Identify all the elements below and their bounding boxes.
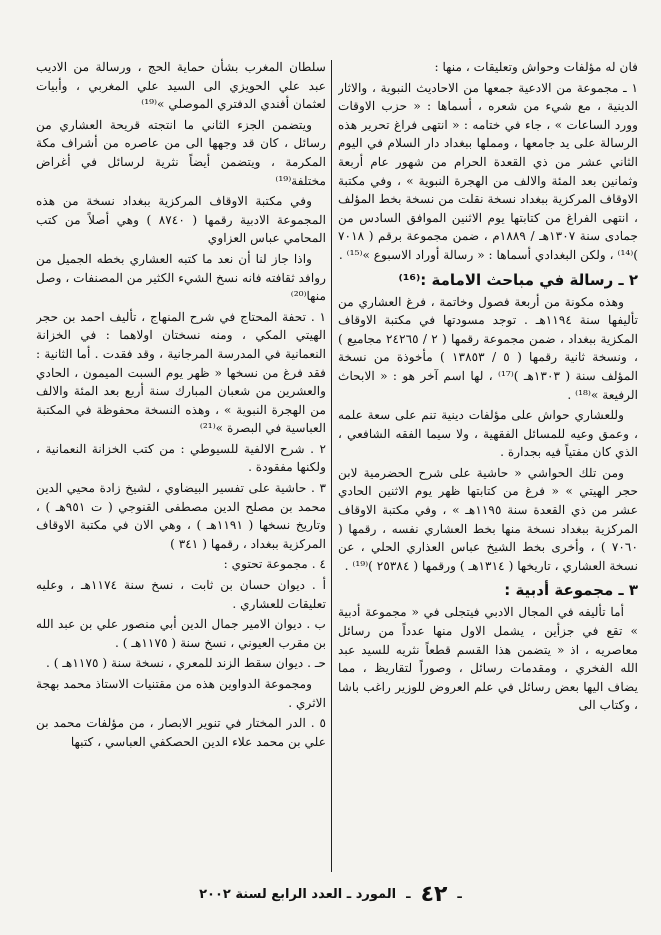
paragraph: وهذه مكونة من أربعة فصول وخاتمة ، فرغ العشاري من تأليفها سنة ١١٩٤هـ . توجد مسودتها في مكتبة الاوقاف المكزية ببغداد ، ضمن مجموعة رقمها ( ٢ / ٢٤٢٦٥ مجاميع ) ، ونسخة ثانية رقمها ( ٥ / ١٣٨٥٣ ) مأخوذة من نسخة المؤلف سنة ( ١٣٠٣هـ )⁽¹⁷⁾ ، لها اسم آخر هو : « الابحاث الرفيعة »⁽¹⁸⁾ . — [338, 294, 638, 402]
list-item: حـ . ديوان سقط الزند للمعري ، نسخة سنة ( ١١٧٥هـ ) . — [45, 656, 326, 671]
list-item: ٤ . مجموعة تحتوي : — [223, 557, 326, 572]
journal-issue: المورد ـ العدد الرابع لسنة ٢٠٠٢ — [199, 886, 397, 902]
paragraph: ومن تلك الحواشي « حاشية على شرح الحضرمية لابن حجر الهيتي » « فرغ من كتابتها ظهر يوم الاثنين الحادي عشر من ذي القعدة سنة ١١٩٥هـ » ، وفي مكتبة الاوقاف المركزية ببغداد نسخة منها بخط العشاري نفسه ، رقمها ( ٧٠٦٠ ) ، وأخرى بخط الشيخ عباس العذاري الحلي ، عن نسخة العشاري ، تاريخها ( ١٣١٤هـ ) ورقمها ( ٢٥٣٨٤ )⁽¹⁹⁾ . — [338, 465, 638, 573]
column-divider — [331, 60, 332, 872]
paragraph: واذا جاز لنا أن نعد ما كتبه العشاري بخطه الجميل من روافد ثقافته فانه نسخ الشيء الكثير من المصنفات ، وصل منها⁽²⁰⁾ — [36, 251, 326, 304]
paragraph: وللعشاري حواش على مؤلفات دينية تنم على سعة علمه ، وعمق وعيه للمسائل الفقهية ، ولا سيما الفقه الشافعي ، الذي كان مفتياً فيه بجدارة . — [338, 408, 638, 460]
paragraph: ويتضمن الجزء الثاني ما انتجته قريحة العشاري من رسائل ، كان قد وجهها الى من عاصره من أشراف مكة المكرمة ، ويتضمن أيضاً نثرية لرسائل في أغراض مختلفة⁽¹⁹⁾ — [36, 117, 326, 188]
section-heading: ٣ ـ مجموعة أدبية : — [504, 581, 638, 600]
page-footer — [0, 880, 661, 908]
paragraph: سلطان المغرب بشأن حماية الحج ، ورسالة من الاديب عبد علي الحويزي الى السيد علي المغربي ، وأبيات لعثمان أفندي الدفتري الموصلي »⁽¹⁹⁾ — [36, 60, 326, 112]
paragraph: فان له مؤلفات وحواش وتعليقات ، منها : — [434, 60, 638, 74]
list-item: أ . ديوان حسان بن ثابت ، نسخ سنة ١١٧٤هـ ، وعليه تعليقات للعشاري . — [36, 578, 326, 611]
footer-dash: ـ — [406, 886, 411, 902]
page-number: ٤٢ — [420, 881, 448, 907]
right-column — [338, 58, 638, 875]
list-item: ب . ديوان الامير جمال الدين أبي منصور علي بن عبد الله بن مقرب العيوني ، نسخ سنة ( ١١٧٥هـ ) . — [36, 617, 326, 650]
paragraph: أما تأليفه في المجال الادبي فيتجلى في « مجموعة أدبية » تقع في جزأين ، يشمل الاول منها عدداً من رسائل معاصريه ، اذ « يتضمن هذا القسم قطعاً نثريه للسيد عبد الله الفخري ، ومقدمات رسائل ، وصوراً لتقاريظ ، مما يضاف اليها بعض رسائل في علم العروض للوزير راغب باشا ، وكتاب الى — [338, 605, 638, 713]
paragraph: ومجموعة الدواوين هذه من مقتنيات الاستاذ محمد بهجة الاثري . — [36, 677, 326, 710]
list-item: ٣ . حاشية على تفسير البيضاوي ، لشيخ زادة محيي الدين محمد بن مصلح الدين مصطفى القنوجي ( ت ٩٥١هـ ) ، وتاريخ نسخها ( ١١٩١هـ ) ، وهي الان في مكتبة الاوقاف المركزية ببغداد ، رقمها ( ٣٤١ ) — [36, 481, 326, 551]
section-heading: ٢ ـ رسالة في مباحث الامامة :⁽¹⁶⁾ — [398, 270, 638, 289]
paragraph: وفي مكتبة الاوقاف المركزية ببغداد نسخة من هذه المجموعة الادبية رقمها ( ٨٧٤٠ ) وهي أصلاً من كتب المحامي عباس العزاوي — [36, 194, 326, 246]
footer-dash: ـ — [457, 886, 462, 902]
list-item: ١ . تحفة المحتاج في شرح المنهاج ، تأليف احمد بن حجر الهيتي المكي ، ومنه نسختان اولاهما : في الخزانة النعمانية في المدرسة المرجانية ، وقد فقدت . أما الثانية : فقد فرغ من نسخها « ظهر يوم السبت الميمون ، الحادي والعشرين من شعبان المبارك سنة أربع بعد المئة والالف من الهجرة النبوية » ، وهذه النسخة محفوظة في المكتبة العباسية في البصرة »⁽²¹⁾ — [36, 309, 326, 436]
left-column — [36, 58, 326, 875]
list-item: ٥ . الدر المختار في تنوير الابصار ، من مؤلفات محمد بن علي بن محمد علاء الدين الحصكفي العباسي ، كتبها — [36, 716, 326, 749]
list-item: ٢ . شرح الالفية للسيوطي : من كتب الخزانة النعمانية ، ولكنها مفقودة . — [36, 441, 326, 475]
paragraph: ١ ـ مجموعة من الادعية جمعها من الاحاديث النبوية ، والاثار الدينية ، مع شيء من شعره ، أسماها : « حزب الاوقات وورد الساعات » ، جاء في ختامه : « انتهى فراغ تحرير هذه الرسالة على يد جامعها ، ومملها ببغداد دار السلام في اليوم الثاني عشر من ذي القعدة الحرام من شهور عام أربعة وثمانين بعد المئة والالف من الهجرة النبوية » ، وفي مكتبة الاوقاف المركزية ببغداد نسخة نقلت من نسخة بخط المؤلف ، انتهى الفراغ من كتابتها يوم الاثنين الموافق السادس من جمادى سنة ١٣٠٧هـ / ١٨٨٩م ، ضمن مجموعة برقم ( ٧٠١٨ )⁽¹⁴⁾ ، ولكن البغدادي أسماها : « رسالة أوراد الاسبوع »⁽¹⁵⁾ . — [338, 80, 638, 262]
